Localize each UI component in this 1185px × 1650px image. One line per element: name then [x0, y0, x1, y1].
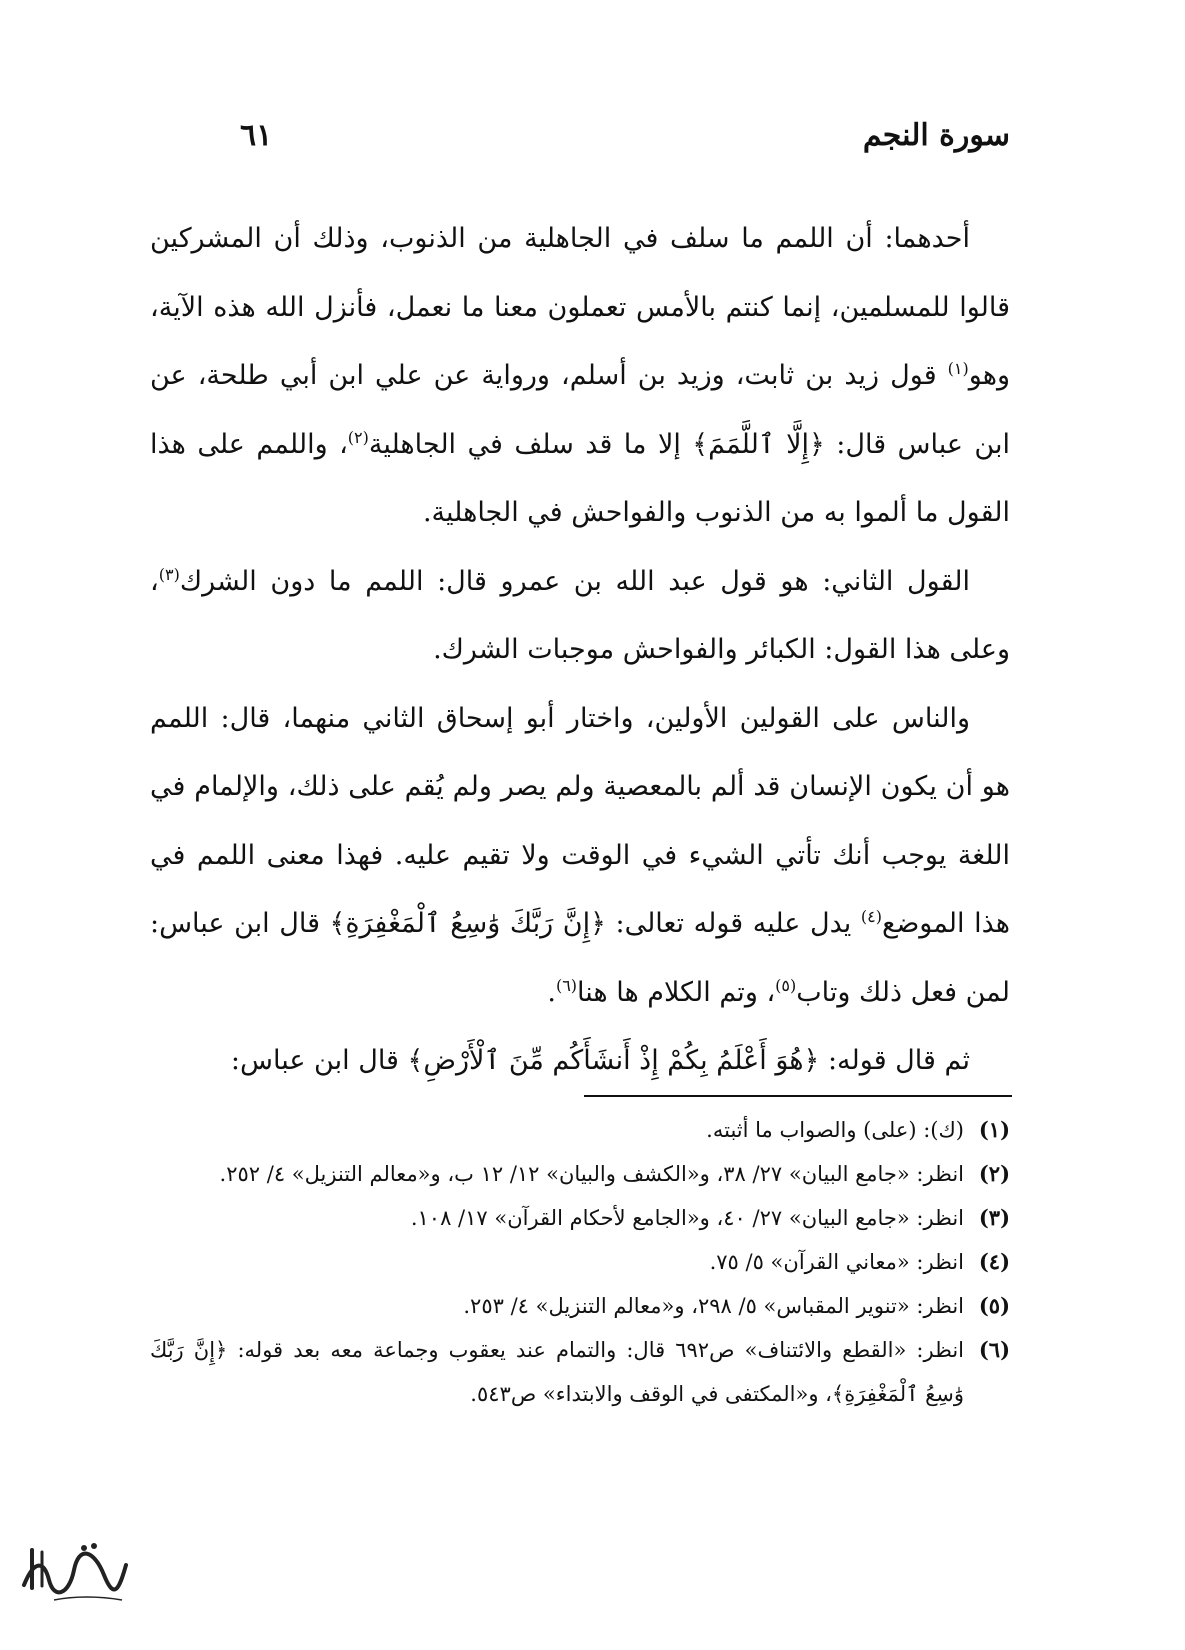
footnote-marker[interactable]: (٤) [860, 907, 882, 926]
publisher-logo [14, 1530, 134, 1610]
footnote-text: (ك): (على) والصواب ما أثبته. [706, 1118, 964, 1142]
footnote-marker[interactable]: (٥) [775, 975, 797, 995]
paragraph [150, 1027, 1010, 1096]
publisher-logo-icon [14, 1530, 134, 1610]
footnote-number: (٥) [978, 1293, 1010, 1318]
paragraph-text: يدل عليه قوله تعالى: ﴿إِنَّ رَبَّكَ وَٰسِعُ ٱلْمَغْفِرَةِ﴾ قال ابن عباس: لمن فعل ذلك وتاب [150, 908, 1010, 1008]
footnote-number: (٦) [978, 1337, 1010, 1362]
footnote-text: انظر: «تنوير المقباس» ٥/ ٢٩٨، و«معالم التنزيل» ٤/ ٢٥٣. [463, 1294, 964, 1318]
footnote-marker[interactable]: (٣) [158, 564, 180, 584]
paragraph-text: أحدهما: أن اللمم ما سلف في الجاهلية من الذنوب، وذلك أن المشركين قالوا للمسلمين، إنما كنتم بالأمس تعملون معنا ما نعمل، فأنزل الله هذه الآية، وهو [150, 223, 1010, 391]
paragraph [150, 205, 1010, 548]
footnotes [150, 1108, 1010, 1416]
footnote [150, 1108, 1010, 1152]
paragraph-text: ثم قال قوله: ﴿هُوَ أَعْلَمُ بِكُمْ إِذْ أَنشَأَكُم مِّنَ ٱلْأَرْضِ﴾ قال ابن عباس: [230, 1045, 970, 1076]
footnote-divider [584, 1095, 1012, 1097]
paragraph-text: ، وتم الكلام ها هنا [577, 976, 776, 1008]
footnote-marker[interactable]: (٢) [347, 427, 369, 447]
footnote-number: (٣) [978, 1205, 1010, 1230]
paragraph [150, 548, 1010, 685]
page-header [150, 118, 1010, 178]
footnote-marker[interactable]: (٦) [555, 975, 578, 995]
paragraph-text: قول زيد بن ثابت، وزيد بن أسلم، ورواية عن علي ابن أبي طلحة، عن ابن عباس قال: ﴿إِلَّا ٱللَّمَمَ﴾ إلا ما قد سلف في الجاهلية [150, 360, 1010, 460]
footnote-text: انظر: «جامع البيان» ٢٧/ ٤٠، و«الجامع لأحكام القرآن» ١٧/ ١٠٨. [410, 1206, 964, 1230]
footnote-text: انظر: «القطع والائتناف» ص٦٩٢ قال: والتمام عند يعقوب وجماعة معه بعد قوله: ﴿إِنَّ رَبَّكَ وَٰسِعُ ٱلْمَغْفِرَةِ﴾، و«المكتفى في الوقف والابتداء» ص٥٤٣. [150, 1338, 964, 1406]
paragraph-text: القول الثاني: هو قول عبد الله بن عمرو قال: اللمم ما دون الشرك [179, 565, 970, 597]
paragraph [150, 685, 1010, 1028]
footnote-marker[interactable]: (١) [947, 359, 969, 378]
footnote [150, 1196, 1010, 1240]
page-number: ٦١ [240, 118, 273, 153]
footnote [150, 1152, 1010, 1196]
footnote [150, 1284, 1010, 1328]
footnote-number: (٢) [978, 1161, 1010, 1186]
paragraph-text: والناس على القولين الأولين، واختار أبو إسحاق الثاني منهما، قال: اللمم هو أن يكون الإنسان قد ألم بالمعصية ولم يصر ولم يُقم على ذلك، والإلمام في اللغة يوجب أنك تأتي الشيء في الوقت ولا تقيم عليه. فهذا معنى اللمم في هذا الموضع [150, 702, 1011, 939]
paragraph-text: ، وعلى هذا القول: الكبائر والفواحش موجبات الشرك. [150, 565, 1010, 665]
footnote [150, 1328, 1010, 1416]
footnote-number: (٤) [978, 1249, 1010, 1274]
footnote-number: (١) [978, 1117, 1010, 1142]
footnote-text: انظر: «جامع البيان» ٢٧/ ٣٨، و«الكشف والبيان» ١٢/ ١٢ ب، و«معالم التنزيل» ٤/ ٢٥٢. [219, 1162, 964, 1186]
footnote [150, 1240, 1010, 1284]
footnote-text: انظر: «معاني القرآن» ٥/ ٧٥. [709, 1250, 964, 1274]
paragraph-text: ، واللمم على هذا القول ما ألموا به من الذنوب والفواحش في الجاهلية. [150, 428, 1010, 528]
main-text [150, 205, 1010, 1096]
surah-title: سورة النجم [862, 118, 1010, 153]
paragraph-text: . [547, 976, 556, 1008]
